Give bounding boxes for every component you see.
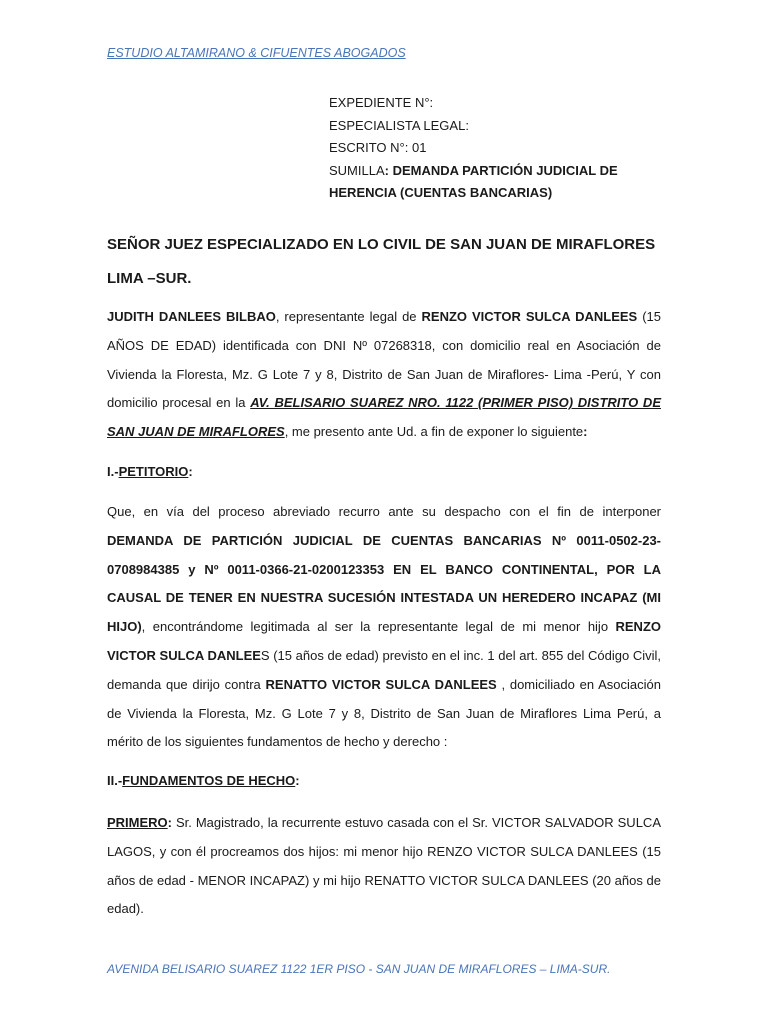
primero-paragraph (107, 809, 661, 924)
intro-text-3: , me presento ante Ud. a fin de exponer lo siguiente (284, 424, 584, 440)
minor-name: RENZO VICTOR SULCA DANLEES (421, 309, 638, 324)
firm-footer-address: AVENIDA BELISARIO SUAREZ 1122 1ER PISO - SAN JUAN DE MIRAFLORES – LIMA-SUR. (107, 962, 611, 976)
petitorio-text-1: Que, en vía del proceso abreviado recurro ante su despacho con el fin de interponer (107, 504, 661, 519)
petitorio-paragraph (107, 498, 661, 757)
primero-text: Sr. Magistrado, la recurrente estuvo casada con el Sr. VICTOR SALVADOR SULCA LAGOS, y con él procreamos dos hijos: mi menor hijo RENZO VICTOR SULCA DANLEES (15 años de edad - MENOR INCAPAZ) y mi hijo RENATTO VICTOR SULCA DANLEES (20 años de edad). (107, 815, 661, 917)
petitorio-text-4: , domiciliado en Asociación de Vivienda la Floresta, Mz. G Lote 7 y 8, Distrito de San Juan de Miraflores Lima Perú, a mérito de los siguientes fundamentos de hecho y derecho : (107, 676, 661, 750)
petitorio-demand: DEMANDA DE PARTICIÓN JUDICIAL DE CUENTAS BANCARIAS Nº 0011-0502-23-0708984385 y Nº 0011-0366-21-0200123353 EN EL BANCO CONTINENTAL, POR LA CAUSAL DE TENER EN NUESTRA SUCESIÓN INTESTADA UN HEREDERO INCAPAZ (MI HIJO) (107, 532, 661, 635)
intro-text-2: (15 AÑOS DE EDAD) identificada con DNI Nº 07268318, con domicilio real en Asociación de Vivienda la Floresta, Mz. G Lote 7 y 8, Distrito de San Juan de Miraflores- Lima -Perú, Y con domicilio procesal en la (107, 309, 661, 411)
petitorio-text-2: , encontrándome legitimada al ser la representante legal de mi menor hijo (141, 619, 616, 635)
primero-label: PRIMERO (107, 815, 168, 830)
petitorio-defendant-name: RENATTO VICTOR SULCA DANLEES (265, 676, 497, 692)
primero-colon: : (167, 815, 173, 830)
petitorio-text-3: S (15 años de edad) previsto en el inc. 1 del art. 855 del Código Civil, demanda que dirijo contra (107, 647, 661, 692)
procedural-address: AV. BELISARIO SUAREZ NRO. 1122 (PRIMER PISO) DISTRITO DE SAN JUAN DE MIRAFLORES (107, 395, 661, 440)
sumilla-text: : DEMANDA PARTICIÓN JUDICIAL DE HERENCIA (CUENTAS BANCARIAS) (329, 162, 618, 200)
intro-text-1: , representante legal de (275, 309, 422, 324)
plaintiff-name: JUDITH DANLEES BILBAO (107, 309, 276, 324)
sumilla-label: SUMILLA (329, 162, 385, 178)
section-colon: : (188, 464, 193, 479)
expediente-line: EXPEDIENTE N°: (329, 95, 434, 110)
section-number: I.- (107, 464, 119, 479)
firm-header: ESTUDIO ALTAMIRANO & CIFUENTES ABOGADOS (107, 46, 406, 60)
case-metadata (329, 92, 659, 205)
especialista-line: ESPECIALISTA LEGAL: (329, 117, 469, 133)
section-heading-fundamentos (107, 773, 300, 788)
escrito-line: ESCRITO N°: 01 (329, 140, 427, 155)
section-colon: : (295, 773, 300, 788)
section-label: PETITORIO (118, 464, 189, 479)
petitorio-minor-name: RENZO VICTOR SULCA DANLEE (107, 619, 661, 663)
intro-colon: : (583, 424, 588, 440)
sumilla-line (329, 160, 659, 205)
court-addressee: SEÑOR JUEZ ESPECIALIZADO EN LO CIVIL DE SAN JUAN DE MIRAFLORES LIMA –SUR. (107, 236, 656, 287)
section-number: II.- (107, 773, 123, 788)
section-heading-petitorio (107, 464, 193, 479)
section-label: FUNDAMENTOS DE HECHO (122, 773, 296, 788)
intro-paragraph (107, 303, 661, 447)
